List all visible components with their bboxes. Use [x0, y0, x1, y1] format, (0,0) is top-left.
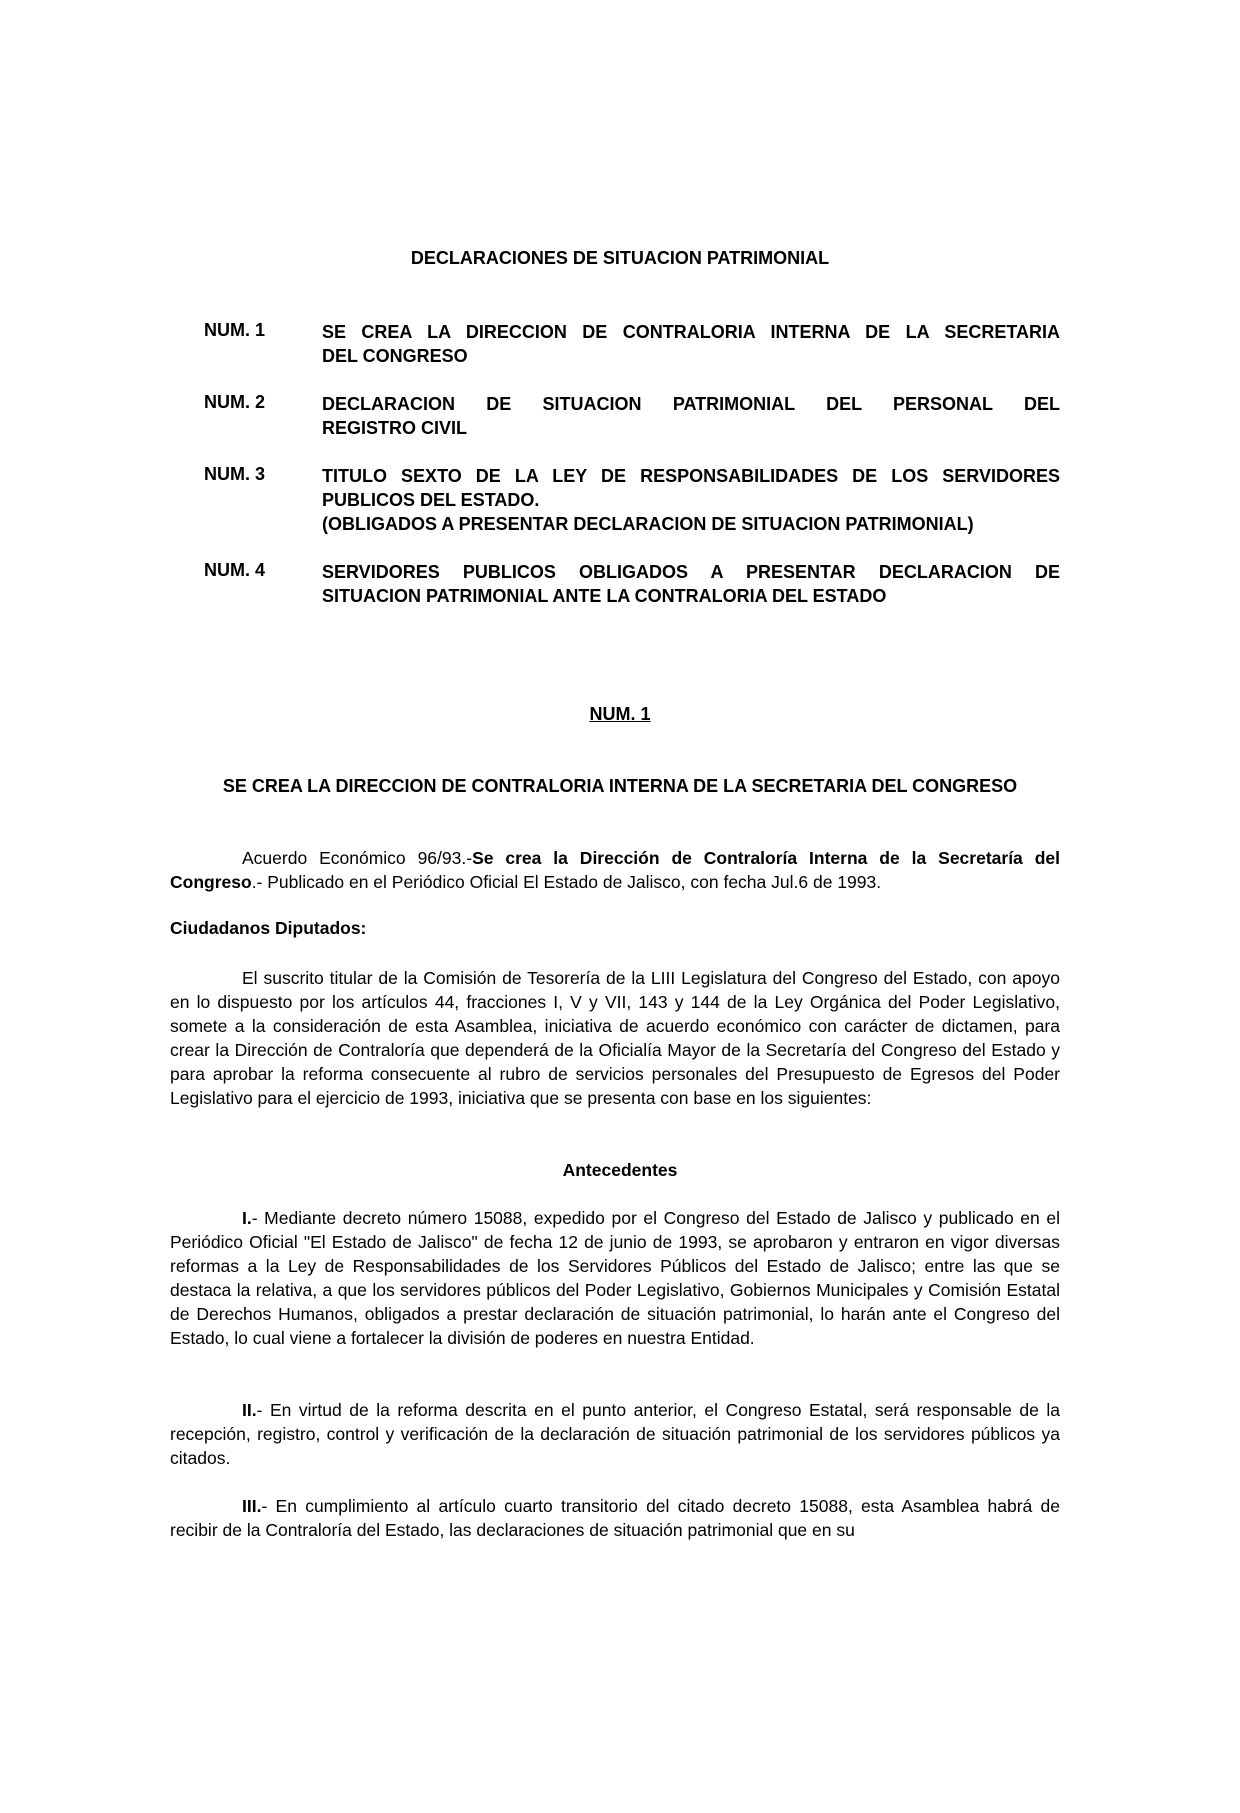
toc-line: SITUACION PATRIMONIAL ANTE LA CONTRALORIA DEL ESTADO [322, 586, 887, 606]
antecedente-label: II. [242, 1400, 257, 1420]
acuerdo-paragraph [170, 846, 1060, 894]
toc-text [322, 464, 1060, 536]
antecedente-text: - En virtud de la reforma descrita en el punto anterior, el Congreso Estatal, será responsable de la recepción, registro, control y verificación de la declaración de situación patrimonial de los servidores públicos ya citados. [170, 1400, 1060, 1468]
antecedente-2 [170, 1398, 1060, 1470]
toc-num: NUM. 4 [204, 560, 266, 580]
toc-line: REGISTRO CIVIL [322, 418, 468, 438]
toc-num: NUM. 2 [204, 392, 266, 412]
document-title: DECLARACIONES DE SITUACION PATRIMONIAL [410, 248, 830, 268]
salutation: Ciudadanos Diputados: [170, 918, 367, 938]
toc-line: DECLARACION DE SITUACION PATRIMONIAL DEL PERSONAL DEL [322, 394, 1060, 414]
toc-num: NUM. 1 [204, 320, 266, 340]
antecedente-3 [170, 1494, 1060, 1542]
toc-line: PUBLICOS DEL ESTADO. [322, 490, 540, 510]
acuerdo-suffix: .- Publicado en el Periódico Oficial El Estado de Jalisco, con fecha Jul.6 de 1993. [251, 872, 882, 892]
section-title: SE CREA LA DIRECCION DE CONTRALORIA INTERNA DE LA SECRETARIA DEL CONGRESO [222, 776, 1018, 796]
acuerdo-prefix: Acuerdo Económico 96/93.- [242, 848, 473, 868]
antecedentes-heading: Antecedentes [562, 1160, 678, 1180]
toc-text [322, 392, 1060, 440]
toc-num: NUM. 3 [204, 464, 266, 484]
section-number: NUM. 1 [589, 704, 651, 724]
toc-line: SERVIDORES PUBLICOS OBLIGADOS A PRESENTAR DECLARACION DE [322, 562, 1060, 582]
antecedente-text: - Mediante decreto número 15088, expedido por el Congreso del Estado de Jalisco y publicado en el Periódico Oficial "El Estado de Jalisco" de fecha 12 de junio de 1993, se aprobaron y entraron en vigor diversas reformas a la Ley de Responsabilidades de los Servidores Públicos del Estado de Jalisco; entre las que se destaca la relativa, a que los servidores públicos del Poder Legislativo, Gobiernos Municipales y Comisión Estatal de Derechos Humanos, obligados a prestar declaración de situación patrimonial, lo harán ante el Congreso del Estado, lo cual viene a fortalecer la división de poderes en nuestra Entidad. [170, 1208, 1060, 1348]
toc-line: TITULO SEXTO DE LA LEY DE RESPONSABILIDADES DE LOS SERVIDORES [322, 466, 1060, 486]
toc-line: (OBLIGADOS A PRESENTAR DECLARACION DE SITUACION PATRIMONIAL) [322, 514, 974, 534]
toc-line: SE CREA LA DIRECCION DE CONTRALORIA INTERNA DE LA SECRETARIA [322, 322, 1060, 342]
antecedente-label: I. [242, 1208, 252, 1228]
toc-line: DEL CONGRESO [322, 346, 468, 366]
antecedente-text: - En cumplimiento al artículo cuarto transitorio del citado decreto 15088, esta Asamblea habrá de recibir de la Contraloría del Estado, las declaraciones de situación patrimonial que en su [170, 1496, 1060, 1540]
antecedente-label: III. [242, 1496, 262, 1516]
toc-text [322, 320, 1060, 368]
acuerdo-bold: Se crea la Dirección de Contraloría Interna de la Secretaría del Congreso [170, 848, 1060, 892]
toc-text [322, 560, 1060, 608]
intro-paragraph: El suscrito titular de la Comisión de Tesorería de la LIII Legislatura del Congreso del Estado, con apoyo en lo dispuesto por los artículos 44, fracciones I, V y VII, 143 y 144 de la Ley Orgánica del Poder Legislativo, somete a la consideración de esta Asamblea, iniciativa de acuerdo económico con carácter de dictamen, para crear la Dirección de Contraloría que dependerá de la Oficialía Mayor de la Secretaría del Congreso del Estado y para aprobar la reforma consecuente al rubro de servicios personales del Presupuesto de Egresos del Poder Legislativo para el ejercicio de 1993, iniciativa que se presenta con base en los siguientes: [170, 968, 1060, 1108]
antecedente-1 [170, 1206, 1060, 1350]
